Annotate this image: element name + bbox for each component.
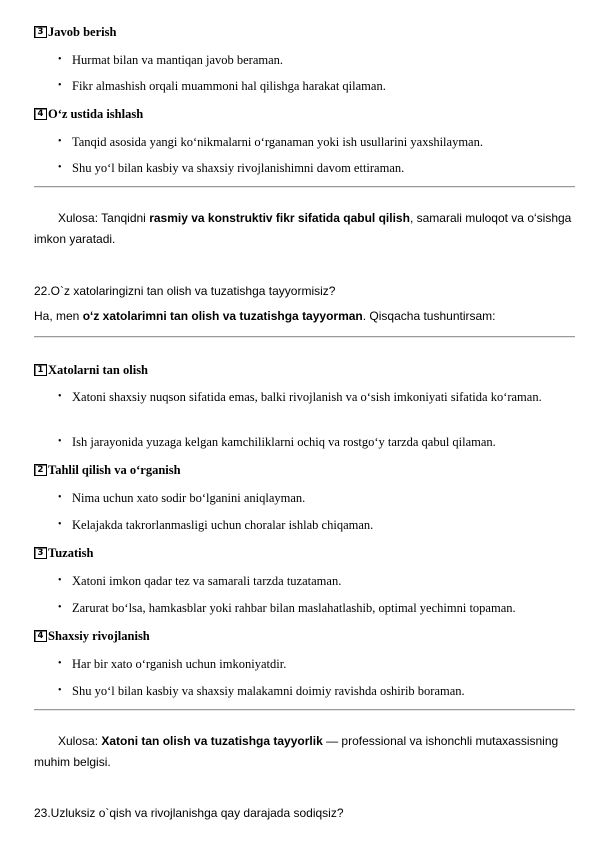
- conclusion-bold: rasmiy va konstruktiv fikr sifatida qabul qilish: [149, 211, 410, 225]
- list-item-text: Ish jarayonida yuzaga kelgan kamchiliklarni ochiq va rostgo‘y tarzda qabul qilaman.: [72, 435, 496, 449]
- bullet-icon: •: [58, 54, 62, 65]
- list-item-text: Zarurat bo‘lsa, hamkasblar yoki rahbar bilan maslahatlashib, optimal yechimni topaman.: [72, 601, 516, 615]
- list-item-text: Kelajakda takrorlanmasligi uchun choralar ishlab chiqaman.: [72, 518, 374, 532]
- keycap-number-4-icon: 4: [34, 630, 47, 642]
- bullet-icon: •: [58, 162, 62, 173]
- bullet-icon: •: [58, 575, 62, 586]
- list-item-text: Fikr almashish orqali muammoni hal qilishga harakat qilaman.: [72, 79, 386, 93]
- horizontal-divider: [34, 709, 575, 711]
- section-heading-tahlil-qilish: [34, 462, 181, 478]
- bullet-icon: •: [58, 436, 62, 447]
- bullet-icon: •: [58, 602, 62, 613]
- list-item-text: Tanqid asosida yangi ko‘nikmalarni o‘rganaman yoki ish usullarini yaxshilayman.: [72, 135, 483, 149]
- answer-22: [34, 306, 574, 327]
- bullet-icon: •: [58, 136, 62, 147]
- conclusion-bold: Xatoni tan olish va tuzatishga tayyorlik: [101, 734, 323, 748]
- list-item-text: Hurmat bilan va mantiqan javob beraman.: [72, 53, 284, 67]
- horizontal-divider: [34, 186, 575, 188]
- conclusion-paragraph: [34, 208, 574, 250]
- answer-suffix: . Qisqacha tushuntirsam:: [362, 309, 496, 323]
- conclusion-prefix: Xulosa: Tanqidni: [58, 211, 150, 225]
- section-title: Shaxsiy rivojlanish: [48, 629, 150, 643]
- bullet-icon: •: [58, 658, 62, 669]
- list-item-text: Shu yo‘l bilan kasbiy va shaxsiy rivojlanishimni davom ettiraman.: [72, 161, 405, 175]
- section-title: Tuzatish: [48, 546, 94, 560]
- section-title: O‘z ustida ishlash: [48, 107, 144, 121]
- question-23: 23.Uzluksiz o`qish va rivojlanishga qay darajada sodiqsiz?: [34, 806, 344, 820]
- bullet-icon: •: [58, 492, 62, 503]
- keycap-number-1-icon: 1: [34, 364, 47, 376]
- list-item-text: Shu yo‘l bilan kasbiy va shaxsiy malakamni doimiy ravishda oshirib boraman.: [72, 684, 465, 698]
- section-heading-javob-berish: [34, 24, 116, 40]
- list-item-text: Har bir xato o‘rganish uchun imkoniyatdir.: [72, 657, 287, 671]
- section-heading-xatolarni-tan-olish: [34, 362, 148, 378]
- section-heading-oz-ustida-ishlash: [34, 106, 143, 122]
- conclusion-paragraph: [34, 731, 574, 773]
- keycap-number-3-icon: 3: [34, 547, 47, 559]
- section-heading-shaxsiy-rivojlanish: [34, 628, 150, 644]
- section-title: Javob berish: [48, 25, 117, 39]
- keycap-number-3-icon: 3: [34, 26, 47, 38]
- list-item-text: Nima uchun xato sodir bo‘lganini aniqlayman.: [72, 491, 306, 505]
- section-title: Tahlil qilish va o‘rganish: [48, 463, 181, 477]
- list-item-text: Xatoni shaxsiy nuqson sifatida emas, balki rivojlanish va o‘sish imkoniyati sifatida ko‘raman.: [72, 390, 542, 404]
- answer-bold: o‘z xatolarimni tan olish va tuzatishga tayyorman: [82, 309, 363, 323]
- conclusion-suffix: , samarali muloqot va o‘sishga imkon yaratadi.: [34, 211, 572, 246]
- list-item-text: Xatoni imkon qadar tez va samarali tarzda tuzataman.: [72, 574, 342, 588]
- keycap-number-4-icon: 4: [34, 108, 47, 120]
- section-title: Xatolarni tan olish: [48, 363, 149, 377]
- section-heading-tuzatish: [34, 545, 93, 561]
- bullet-icon: •: [58, 685, 62, 696]
- bullet-icon: •: [58, 391, 62, 402]
- conclusion-suffix: — professional va ishonchli mutaxassisning muhim belgisi.: [34, 734, 559, 769]
- bullet-icon: •: [58, 80, 62, 91]
- bullet-icon: •: [58, 519, 62, 530]
- answer-prefix: Ha, men: [34, 309, 83, 323]
- conclusion-prefix: Xulosa:: [58, 734, 102, 748]
- keycap-number-2-icon: 2: [34, 464, 47, 476]
- question-22: 22.O`z xatolaringizni tan olish va tuzatishga tayyormisiz?: [34, 284, 336, 298]
- horizontal-divider: [34, 336, 575, 338]
